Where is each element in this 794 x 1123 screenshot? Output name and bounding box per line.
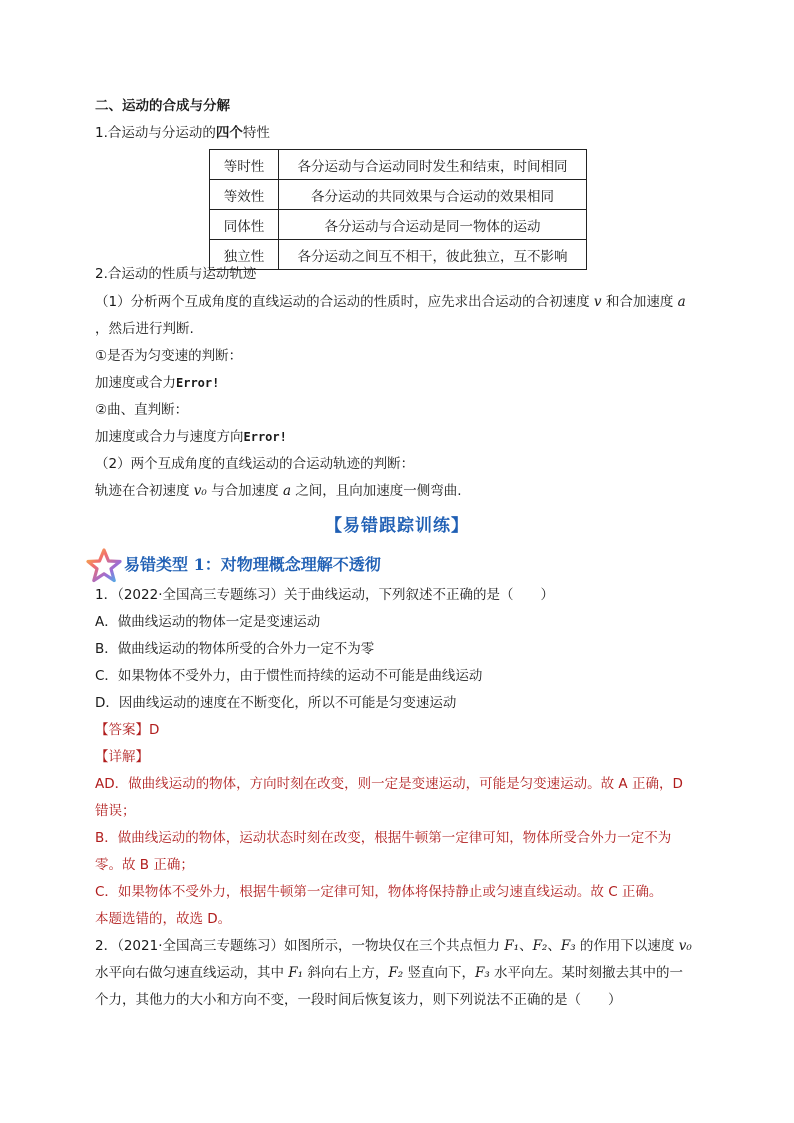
paragraph-trajectory-rule	[95, 482, 462, 500]
option-item: C．如果物体不受外力，由于惯性而持续的运动不可能是曲线运动	[95, 668, 483, 684]
separator: 、	[547, 938, 561, 954]
question-text: 的作用下以速度	[575, 938, 679, 954]
property-name: 等效性	[210, 180, 279, 210]
option-item: D．因曲线运动的速度在不断变化，所以不可能是匀变速运动	[95, 695, 457, 711]
detail-label: 【详解】	[95, 749, 149, 765]
separator: 、	[519, 938, 533, 954]
table-row	[210, 180, 587, 210]
question-2-line-2	[95, 964, 683, 982]
error-text: Error!	[243, 430, 287, 444]
detail-line: 零。故 B 正确；	[95, 857, 194, 873]
detail-line: C．如果物体不受外力，根据牛顿第一定律可知，物体将保持静止或匀速直线运动。故 C 正确。	[95, 884, 663, 900]
answer-label: 【答案】D	[95, 722, 160, 738]
question-text: 斜向右上方，	[303, 965, 389, 981]
force-f3-symbol: F₃	[474, 965, 490, 981]
criterion-curve: ②曲、直判断：	[95, 402, 189, 418]
section-heading: 二、运动的合成与分解	[95, 98, 230, 114]
force-f2-symbol: F₂	[532, 938, 548, 954]
property-description: 各分运动与合运动同时发生和结束，时间相同	[279, 150, 587, 180]
acceleration-symbol: a	[282, 483, 291, 499]
paragraph-text: （1）分析两个互成角度的直线运动的合运动的性质时，应先求出合运动的合初速度	[95, 294, 594, 310]
v0-symbol: v₀	[678, 938, 692, 954]
question-2-line-1	[95, 937, 692, 955]
criterion-uniform: ①是否为匀变速的判断：	[95, 348, 243, 364]
property-name: 独立性	[210, 240, 279, 270]
detail-line: 错误；	[95, 803, 136, 819]
detail-line: B．做曲线运动的物体，运动状态时刻在改变，根据牛顿第一定律可知，物体所受合外力一定不为	[95, 830, 672, 846]
subheading-four-properties	[95, 124, 270, 142]
paragraph-analysis	[95, 293, 686, 311]
section-banner: 【易错跟踪训练】	[325, 516, 469, 536]
paragraph-trajectory: （2）两个互成角度的直线运动的合运动轨迹的判断：	[95, 456, 415, 472]
subheading-suffix: 特性	[242, 125, 270, 141]
subheading-bold: 四个	[215, 125, 243, 141]
force-f3-symbol: F₃	[560, 938, 576, 954]
question-text: 水平向左。某时刻撤去其中的一	[489, 965, 684, 981]
question-text: 2．（2021·全国高三专题练习）如图所示，一物块仅在三个共点恒力	[95, 938, 505, 954]
criterion-text: 加速度或合力	[95, 375, 176, 391]
force-f1-symbol: F₁	[288, 965, 304, 981]
property-description: 各分运动与合运动是同一物体的运动	[279, 210, 587, 240]
paragraph-text: 与合加速度	[206, 483, 283, 499]
criterion-curve-line	[95, 428, 287, 446]
error-type-title: 易错类型 1：对物理概念理解不透彻	[124, 555, 381, 574]
force-f2-symbol: F₂	[388, 965, 404, 981]
paragraph-text: 和合加速度	[601, 294, 678, 310]
star-icon	[86, 547, 122, 585]
property-description: 各分运动的共同效果与合运动的效果相同	[279, 180, 587, 210]
detail-line: AD．做曲线运动的物体，方向时刻在改变，则一定是变速运动，可能是匀变速运动。故 A 正确，D	[95, 776, 683, 792]
property-name: 同体性	[210, 210, 279, 240]
table-row	[210, 150, 587, 180]
paragraph-text: 轨迹在合初速度	[95, 483, 194, 499]
table-row	[210, 210, 587, 240]
question-1-stem: 1．（2022·全国高三专题练习）关于曲线运动，下列叙述不正确的是（ ）	[95, 587, 554, 603]
option-item: A．做曲线运动的物体一定是变速运动	[95, 614, 321, 630]
subheading-nature: 2.合运动的性质与运动轨迹	[95, 266, 257, 282]
paragraph-continuation: ，然后进行判断.	[95, 321, 194, 337]
properties-table	[209, 149, 587, 270]
velocity-symbol: v	[593, 294, 602, 310]
detail-line: 本题选错的，故选 D。	[95, 911, 232, 927]
question-text: 竖直向下，	[403, 965, 475, 981]
paragraph-text: 之间，且向加速度一侧弯曲.	[291, 483, 462, 499]
force-f1-symbol: F₁	[504, 938, 520, 954]
question-2-line-3: 个力，其他力的大小和方向不变，一段时间后恢复该力，则下列说法不正确的是（ ）	[95, 992, 622, 1008]
table-row	[210, 240, 587, 270]
question-text: 水平向右做匀速直线运动，其中	[95, 965, 289, 981]
property-description: 各分运动之间互不相干，彼此独立，互不影响	[279, 240, 587, 270]
criterion-uniform-line	[95, 374, 219, 392]
criterion-text: 加速度或合力与速度方向	[95, 429, 244, 445]
option-item: B．做曲线运动的物体所受的合外力一定不为零	[95, 641, 375, 657]
subheading-prefix: 1.合运动与分运动的	[95, 125, 216, 141]
v0-symbol: v₀	[193, 483, 207, 499]
property-name: 等时性	[210, 150, 279, 180]
error-text: Error!	[176, 376, 220, 390]
acceleration-symbol: a	[677, 294, 686, 310]
